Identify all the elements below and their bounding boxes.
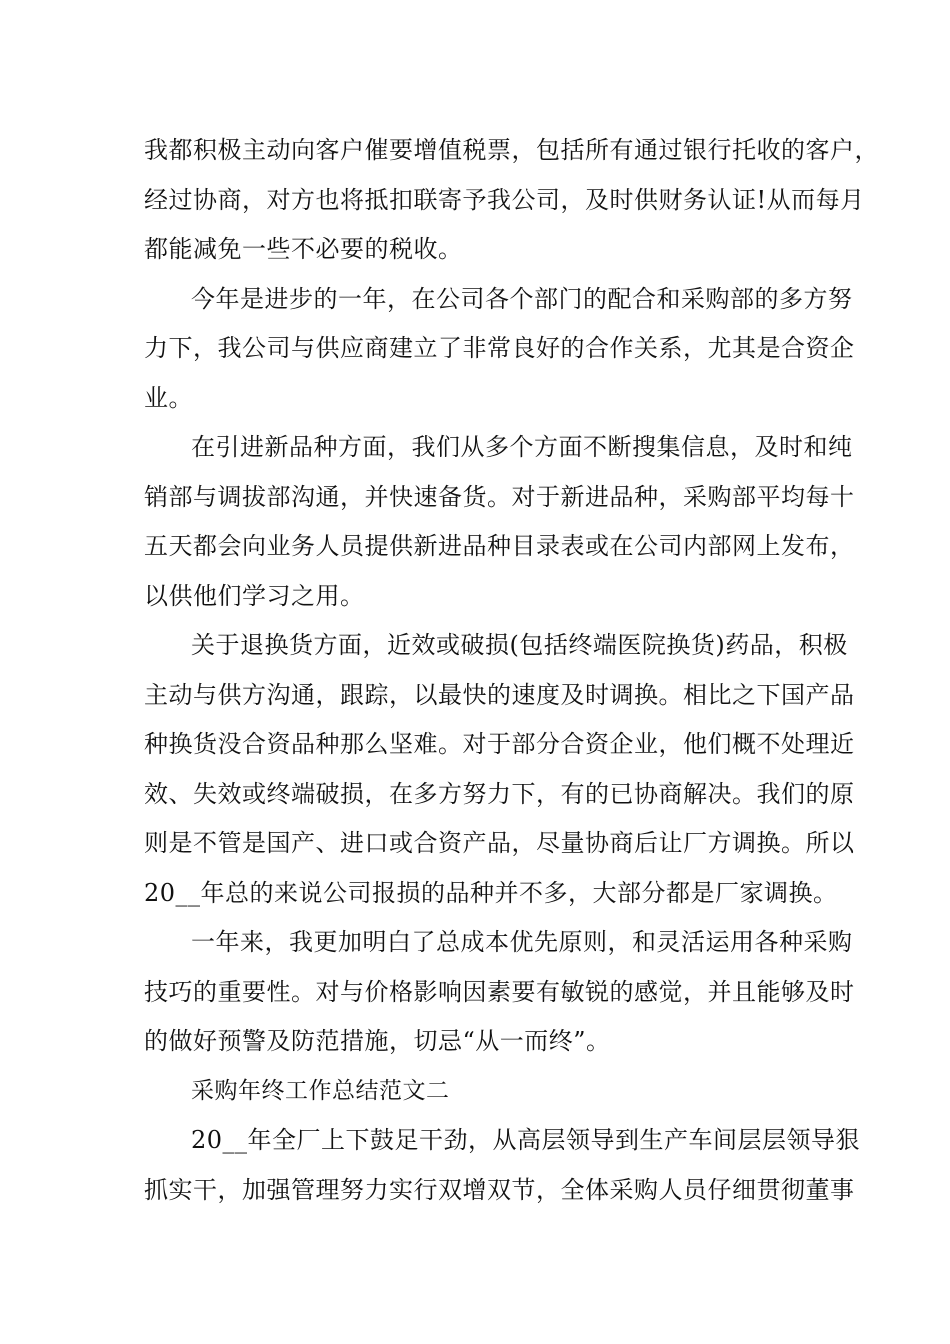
paragraph-first-line: 今年是进步的一年，在公司各个部门的配合和采购部的多方努	[191, 284, 853, 313]
paragraph-first-line: 关于退换货方面，近效或破损(包括终端医院换货)药品，积极	[191, 631, 848, 659]
paragraph-line: 效、失效或终端破损，在多方努力下，有的已协商解决。我们的原	[144, 779, 855, 808]
paragraph-line: 种换货没合资品种那么坚难。对于部分合资企业，他们概不处理近	[144, 730, 855, 758]
paragraph-line: 则是不管是国产、进口或合资产品，尽量协商后让厂方调换。所以	[144, 829, 855, 857]
paragraph-line: 以供他们学习之用。	[144, 581, 365, 610]
paragraph-first-line: 在引进新品种方面，我们从多个方面不断搜集信息，及时和纯	[191, 433, 853, 461]
paragraph-line: 经过协商，对方也将抵扣联寄予我公司，及时供财务认证!从而每月	[144, 185, 865, 214]
paragraph-line: 的做好预警及防范措施，切忌“从一而终”。	[144, 1027, 611, 1055]
paragraph-line: 我都积极主动向客户催要增值税票，包括所有通过银行托收的客户，	[144, 136, 879, 164]
paragraph-line: 五天都会向业务人员提供新进品种目录表或在公司内部网上发布，	[144, 532, 855, 560]
paragraph-line: 抓实干，加强管理努力实行双增双节，全体采购人员仔细贯彻董事	[144, 1175, 855, 1204]
paragraph-line: 力下，我公司与供应商建立了非常良好的合作关系，尤其是合资企	[144, 334, 855, 362]
paragraph-first-line: 一年来，我更加明白了总成本优先原则，和灵活运用各种采购	[191, 928, 853, 956]
paragraph-line: 销部与调拔部沟通，并快速备货。对于新进品种，采购部平均每十	[144, 482, 855, 511]
paragraph-line: 技巧的重要性。对与价格影响因素要有敏锐的感觉，并且能够及时	[144, 977, 855, 1006]
paragraph-line: 都能减免一些不必要的税收。	[144, 235, 463, 263]
section-heading: 采购年终工作总结范文二	[191, 1077, 450, 1104]
paragraph-line: 业。	[144, 383, 193, 412]
paragraph-line: 20__年总的来说公司报损的品种并不多，大部分都是厂家调换。	[144, 878, 838, 907]
document-body	[144, 126, 879, 1215]
paragraph-first-line: 20__年全厂上下鼓足干劲，从高层领导到生产车间层层领导狠	[191, 1126, 861, 1154]
paragraph-line: 主动与供方沟通，跟踪，以最快的速度及时调换。相比之下国产品	[144, 680, 855, 709]
